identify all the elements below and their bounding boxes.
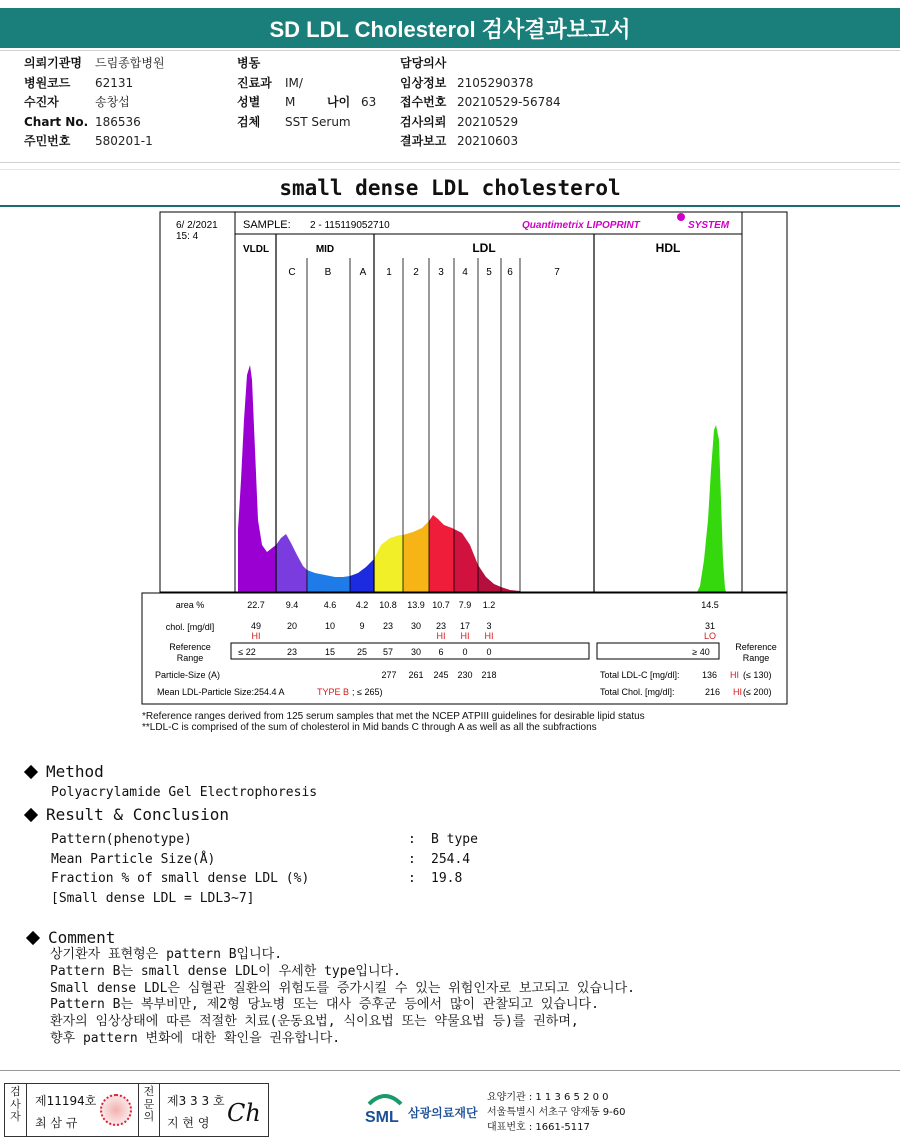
comment-heading: Comment: [48, 928, 116, 947]
row-label-area: area %: [175, 600, 205, 610]
info-label: 의뢰기관명: [24, 56, 82, 70]
section-title: small dense LDL cholesterol: [279, 176, 621, 200]
particle-size-value: 261: [408, 670, 424, 680]
fraction-label: 7: [554, 267, 560, 278]
reference-value: 25: [356, 647, 368, 657]
sample-label: SAMPLE:: [243, 219, 291, 231]
comment-line: 향후 pattern 변화에 대한 확인을 권유합니다.: [50, 1030, 341, 1046]
result-colon: :: [408, 851, 416, 867]
signature-box: [4, 1083, 269, 1137]
examiner-label: 검 사 자: [10, 1085, 21, 1123]
row-label-reference: Reference: [169, 642, 211, 652]
brand-label: Quantimetrix LIPOPRINT: [522, 220, 640, 231]
mean-particle-ref: ; ≤ 265): [352, 687, 383, 697]
chol-value: 10: [324, 621, 336, 631]
reference-value: 15: [324, 647, 336, 657]
info-label: 진료과: [237, 75, 272, 90]
chart-time: 15: 4: [176, 231, 199, 242]
reference-value: ≥ 40: [692, 647, 710, 657]
particle-size-value: 230: [457, 670, 473, 680]
total-chol-value: 216: [705, 687, 721, 697]
result-colon: :: [408, 871, 416, 886]
lab-info-line: 요양기관 : 1 1 3 6 5 2 0 0: [487, 1092, 609, 1103]
area-value: 9.4: [285, 600, 299, 610]
area-value: 1.2: [482, 600, 496, 610]
comment-line: Pattern B는 small dense LDL이 우세한 type입니다.: [50, 963, 401, 979]
footer-divider: [0, 1070, 900, 1071]
fraction-label: 6: [507, 267, 513, 278]
method-heading: Method: [46, 762, 104, 781]
total-ldl-flag: HI: [730, 670, 739, 680]
group-label: VLDL: [242, 244, 270, 255]
comment-lines: [50, 947, 635, 1048]
flag-value: HI: [436, 631, 446, 641]
chol-value: 23: [435, 621, 447, 631]
brand-suffix: SYSTEM: [688, 220, 730, 231]
result-section: [26, 805, 626, 908]
total-chol-flag: HI: [733, 687, 742, 697]
total-chol-ref: (≤ 200): [743, 687, 772, 697]
reference-value: 0: [462, 647, 468, 657]
info-value: 186536: [95, 114, 141, 129]
total-ldl-value: 136: [702, 670, 718, 680]
age-value: 63: [361, 95, 377, 109]
info-label: 검체: [237, 114, 261, 129]
examiner-label-cell: [5, 1084, 27, 1136]
group-label: HDL: [655, 241, 681, 255]
row-label-reference-right: Range: [742, 653, 770, 663]
comment-line: Pattern B는 복부비만, 제2형 당뇨병 또는 대사 증후군 등에서 많이 관찰되고 있습니다.: [50, 997, 599, 1013]
total-ldl-label: Total LDL-C [mg/dl]:: [600, 670, 680, 680]
registered-mark: [677, 213, 685, 221]
result-note: [Small dense LDL = LDL3~7]: [51, 890, 255, 906]
examiner-name: 최 삼 규: [35, 1116, 78, 1130]
report-title: SD LDL Cholesterol 검사결과보고서: [269, 16, 631, 42]
info-value: 20210529-56784: [457, 95, 561, 109]
lab-name: 삼광의료재단: [408, 1106, 478, 1120]
info-value: 580201-1: [95, 134, 153, 148]
result-row: [51, 850, 626, 870]
info-label: 검사의뢰: [400, 114, 447, 129]
result-label: Fraction % of small dense LDL (%): [51, 871, 310, 886]
age-label: 나이: [327, 95, 351, 109]
sample-id: 2 - 115119052710: [310, 220, 390, 231]
footnotes: [142, 711, 645, 733]
result-label: Pattern(phenotype): [51, 832, 192, 847]
total-chol-label: Total Chol. [mg/dl]:: [600, 687, 675, 697]
result-rows: [51, 830, 626, 889]
result-value: 19.8: [431, 871, 463, 886]
particle-size-value: 218: [481, 670, 497, 680]
doctor-license: 제3 3 3 호: [167, 1094, 225, 1108]
reference-value: 23: [286, 647, 298, 657]
result-row: [51, 830, 626, 850]
footnote-1: *Reference ranges derived from 125 serum samples that met the NCEP ATPIII guidelines for desirable lipid status: [142, 711, 645, 722]
fraction-label: C: [288, 267, 296, 278]
comment-line: 환자의 임상상태에 따른 적절한 치료(운동요법, 식이요법 또는 약물요법 등)를 권하며,: [50, 1014, 579, 1030]
info-label: 임상정보: [400, 75, 447, 90]
comment-line: Small dense LDL은 심혈관 질환의 위험도를 증가시킬 수 있는 위험인자로 보고되고 있습니다.: [50, 980, 635, 996]
total-ldl-ref: (≤ 130): [743, 670, 772, 680]
info-label: 결과보고: [400, 134, 447, 148]
result-colon: :: [408, 832, 416, 847]
result-row: [51, 869, 626, 889]
lab-info-line: 서울특별시 서초구 양재동 9-60: [487, 1107, 626, 1118]
info-value: SST Serum: [285, 114, 351, 129]
area-value: 10.8: [379, 600, 397, 610]
bullet-diamond-icon: [26, 930, 40, 944]
reference-value: 6: [438, 647, 444, 657]
flag-value: HI: [484, 631, 494, 641]
method-text: Polyacrylamide Gel Electrophoresis: [51, 785, 318, 800]
chol-value: 31: [704, 621, 716, 631]
reference-value: ≤ 22: [238, 647, 256, 657]
particle-size-value: 277: [381, 670, 397, 680]
sml-logo-text: SML: [365, 1109, 399, 1126]
sml-logo-icon: [363, 1090, 407, 1130]
info-value: IM/: [285, 75, 303, 90]
info-label: 접수번호: [400, 95, 447, 109]
row-label-chol: chol. [mg/dl]: [165, 622, 215, 632]
mean-particle-type: TYPE B: [317, 687, 350, 697]
bullet-diamond-icon: [24, 764, 38, 778]
particle-size-value: 245: [433, 670, 449, 680]
row-label-mean: Mean LDL-Particle Size:: [157, 687, 255, 697]
doctor-name: 지 현 영: [167, 1116, 210, 1130]
chol-value: 23: [382, 621, 394, 631]
info-label: 주민번호: [24, 134, 71, 148]
info-label: 수진자: [24, 95, 59, 109]
fraction-label: 4: [462, 267, 468, 278]
footnote-2: **LDL-C is comprised of the sum of cholesterol in Mid bands C through A as well as all the subfractions: [142, 722, 597, 733]
lab-info: [487, 1090, 626, 1135]
doctor-label-cell: [138, 1084, 160, 1136]
fraction-label: 2: [413, 267, 419, 278]
group-label: MID: [315, 244, 335, 255]
area-value: 4.6: [323, 600, 337, 610]
area-value: 10.7: [432, 600, 450, 610]
comment-section: [28, 928, 635, 1048]
examiner-license: 제11194호: [35, 1094, 97, 1108]
doctor-signature: Ch: [227, 1099, 261, 1127]
chol-value: 17: [459, 621, 471, 631]
flag-value: LO: [703, 631, 717, 641]
area-value: 4.2: [355, 600, 369, 610]
fraction-label: 1: [386, 267, 392, 278]
doctor-label: 전 문 의: [143, 1085, 155, 1123]
chol-value: 3: [486, 621, 492, 631]
area-value: 22.7: [247, 600, 265, 610]
mean-particle-size: 254.4 A: [254, 687, 285, 697]
area-value: 14.5: [701, 600, 719, 610]
info-label: 병동: [237, 56, 261, 70]
area-value: 7.9: [458, 600, 472, 610]
info-value: 62131: [95, 75, 134, 90]
fraction-label: 5: [486, 267, 492, 278]
info-value: 20210603: [457, 134, 519, 148]
row-label-reference-right: Reference: [735, 642, 777, 652]
fraction-label: 3: [438, 267, 444, 278]
comment-line: 상기환자 표현형은 pattern B입니다.: [50, 947, 283, 962]
result-label: Mean Particle Size(Å): [51, 851, 216, 867]
row-label-reference: Range: [176, 653, 204, 663]
info-label: 병원코드: [24, 75, 71, 90]
result-value: 254.4: [431, 851, 471, 867]
info-label: 성별: [237, 95, 261, 109]
info-value: 20210529: [457, 114, 519, 129]
group-label: LDL: [472, 241, 496, 255]
row-label-particle: Particle-Size (A): [155, 670, 221, 680]
method-section: [26, 762, 317, 803]
area-value: 13.9: [407, 600, 425, 610]
flag-value: HI: [251, 631, 261, 641]
flag-value: HI: [460, 631, 470, 641]
fraction-label: B: [324, 267, 332, 278]
reference-value: 0: [486, 647, 492, 657]
chol-value: 20: [286, 621, 298, 631]
reference-value: 30: [410, 647, 422, 657]
chart-date: 6/ 2/2021: [176, 220, 218, 231]
info-value: 2105290378: [457, 75, 534, 90]
chol-value: 9: [359, 621, 365, 631]
info-value: 송창섭: [95, 95, 130, 109]
info-value: M: [285, 95, 296, 109]
chol-value: 30: [410, 621, 422, 631]
info-label: Chart No.: [24, 114, 89, 129]
fraction-label: A: [359, 267, 367, 278]
info-value: 드림종합병원: [95, 56, 165, 70]
chol-value: 49: [250, 621, 262, 631]
result-heading: Result & Conclusion: [46, 805, 230, 824]
info-label: 담당의사: [400, 56, 447, 70]
result-value: B type: [431, 832, 478, 847]
bullet-diamond-icon: [24, 807, 38, 821]
reference-value: 57: [382, 647, 394, 657]
official-seal: [100, 1094, 132, 1126]
lab-info-line: 대표번호 : 1661-5117: [487, 1122, 590, 1133]
